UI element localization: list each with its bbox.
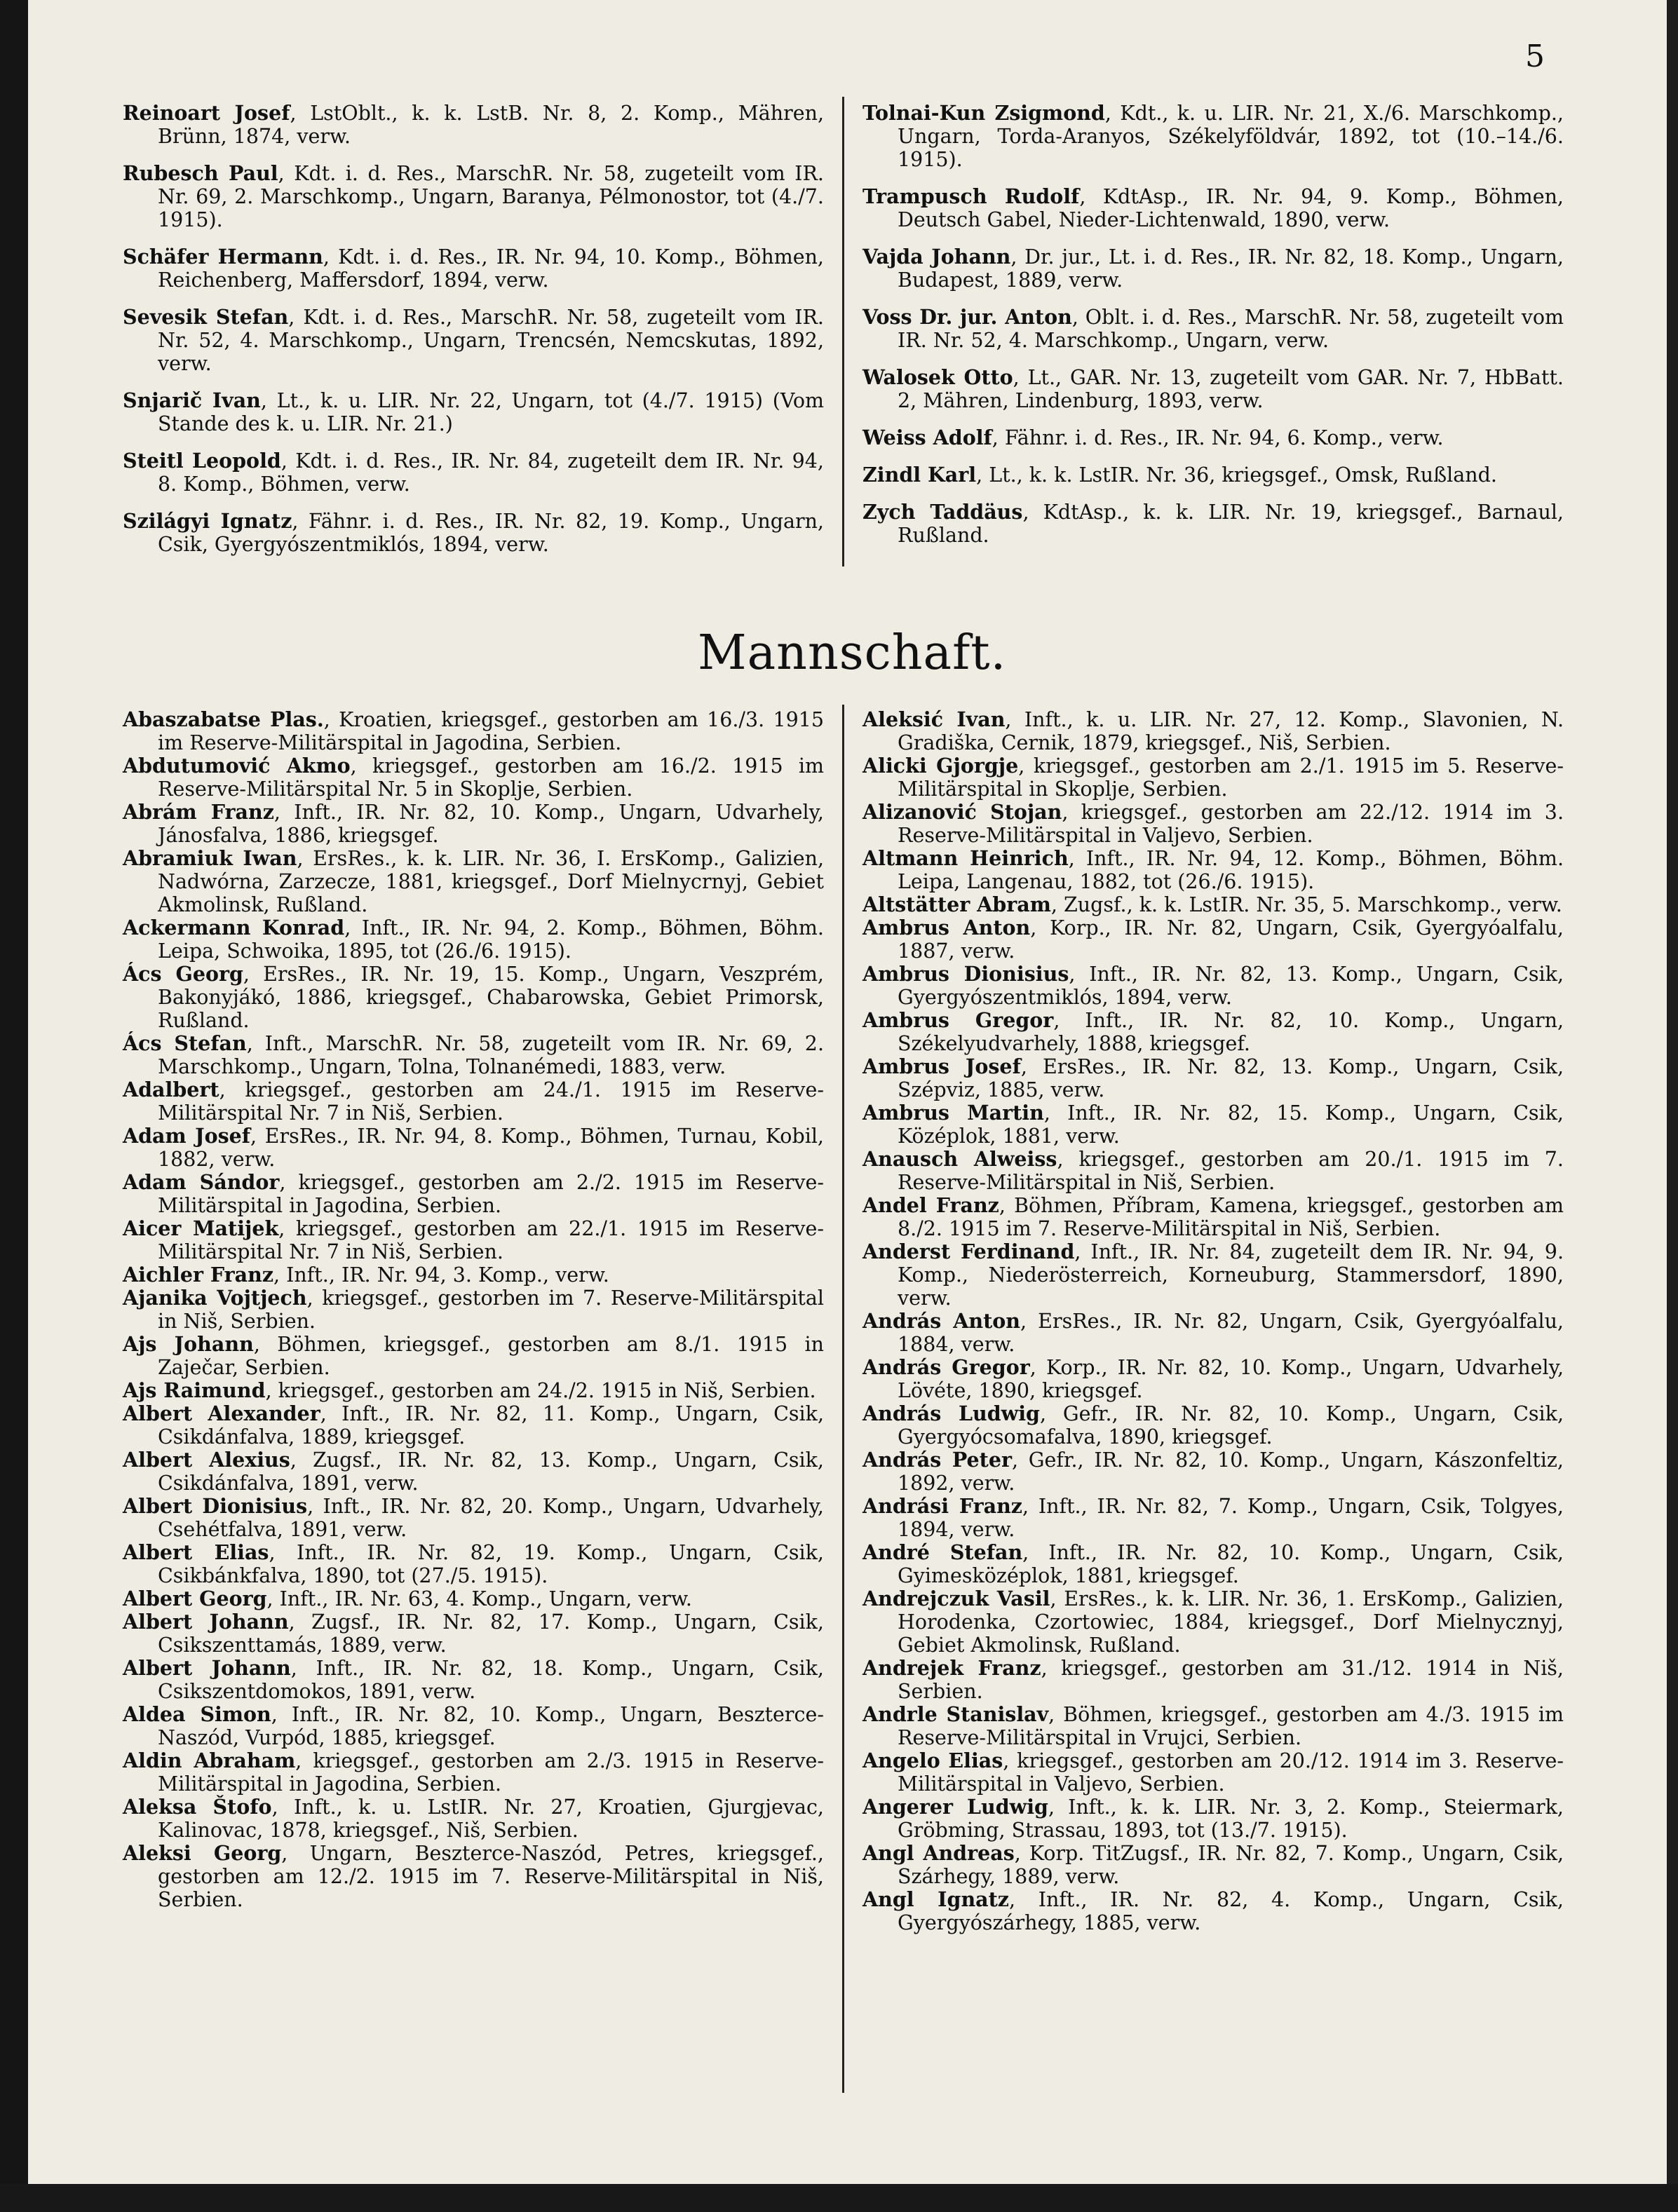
register-entry xyxy=(123,1495,824,1541)
register-entry xyxy=(123,801,824,847)
entry-details: , Inft., k. k. LIR. Nr. 3, 2. Komp., Steiermark, Gröbming, Strassau, 1893, tot (13./7. 1915). xyxy=(898,1796,1564,1842)
entry-details: , KdtAsp., k. k. LIR. Nr. 19, kriegsgef., Barnaul, Rußland. xyxy=(898,501,1564,547)
entry-name: Albert Johann xyxy=(123,1610,289,1634)
entry-name: Anderst Ferdinand xyxy=(862,1240,1075,1263)
register-entry xyxy=(862,708,1564,754)
entry-details: , Lt., k. u. LIR. Nr. 22, Ungarn, tot (4./7. 1915) (Vom Stande des k. u. LIR. Nr. 21.) xyxy=(158,389,824,435)
register-entry xyxy=(123,1541,824,1587)
entry-name: Andrejczuk Vasil xyxy=(862,1587,1050,1610)
entry-name: Andrle Stanislav xyxy=(862,1702,1049,1726)
men-right-column xyxy=(862,708,1564,1934)
officers-left-column xyxy=(123,102,824,556)
entry-name: Adalbert xyxy=(123,1078,219,1101)
register-entry xyxy=(123,245,824,292)
entry-details: , kriegsgef., gestorben am 24./2. 1915 in Niš, Serbien. xyxy=(265,1379,816,1402)
entry-details: , Gefr., IR. Nr. 82, 10. Komp., Ungarn, Csik, Gyergyócsomafalva, 1890, kriegsgef. xyxy=(898,1402,1564,1448)
men-left-column xyxy=(123,708,824,1911)
entry-name: Ambrus Dionisius xyxy=(862,962,1069,986)
entry-name: Ács Stefan xyxy=(123,1031,247,1055)
register-entry xyxy=(123,1171,824,1217)
register-entry xyxy=(123,1587,824,1610)
entry-details: , Inft., IR. Nr. 94, 12. Komp., Böhmen, Böhm. Leipa, Langenau, 1882, tot (26./6. 1915). xyxy=(898,847,1564,893)
entry-name: Vajda Johann xyxy=(862,245,1011,269)
entry-details: , Fähnr. i. d. Res., IR. Nr. 94, 6. Komp., verw. xyxy=(992,426,1444,449)
entry-details: , LstOblt., k. k. LstB. Nr. 8, 2. Komp., Mähren, Brünn, 1874, verw. xyxy=(158,102,825,148)
register-entry xyxy=(862,1009,1564,1055)
entry-details: , Kdt. i. d. Res., IR. Nr. 84, zugeteilt dem IR. Nr. 94, 8. Komp., Böhmen, verw. xyxy=(158,449,824,496)
entry-name: Angl Ignatz xyxy=(862,1887,1009,1911)
entry-name: András Gregor xyxy=(862,1355,1030,1379)
entry-details: , Inft., IR. Nr. 82, 15. Komp., Ungarn, Csik, Középlok, 1881, verw. xyxy=(898,1101,1564,1148)
register-entry xyxy=(862,1495,1564,1541)
entry-name: Ambrus Martin xyxy=(862,1101,1044,1125)
entry-name: Zych Taddäus xyxy=(862,500,1023,524)
entry-name: Ajanika Vojtjech xyxy=(123,1286,307,1310)
entry-details: , ErsRes., k. k. LIR. Nr. 36, 1. ErsKomp., Galizien, Horodenka, Czortowiec, 1884, kriegsgef., Dorf Mielnycznyj, Gebiet Akmolinsk, Rußland. xyxy=(898,1587,1564,1657)
register-entry xyxy=(123,449,824,496)
entry-details: , Inft., IR. Nr. 84, zugeteilt dem IR. Nr. 94, 9. Komp., Niederösterreich, Korneuburg, Stammersdorf, 1890, verw. xyxy=(898,1240,1564,1310)
page-number: 5 xyxy=(1525,39,1545,74)
entry-details: , kriegsgef., gestorben am 22./12. 1914 im 3. Reserve-Militärspital in Valjevo, Serbien. xyxy=(898,801,1564,847)
register-entry xyxy=(123,754,824,801)
scan-border-left xyxy=(0,0,28,2212)
register-entry xyxy=(123,1842,824,1911)
register-entry xyxy=(123,1078,824,1125)
entry-details: , Inft., IR. Nr. 82, 10. Komp., Ungarn, Udvarhely, Jánosfalva, 1886, kriegsgef. xyxy=(158,801,824,847)
entry-name: Ajs Raimund xyxy=(123,1378,266,1402)
entry-name: Voss Dr. jur. Anton xyxy=(862,305,1072,329)
entry-name: Rubesch Paul xyxy=(123,161,278,185)
entry-name: Alizanović Stojan xyxy=(862,800,1062,824)
register-entry xyxy=(123,1749,824,1796)
entry-name: Weiss Adolf xyxy=(862,426,992,449)
entry-details: , Korp. TitZugsf., IR. Nr. 82, 7. Komp., Ungarn, Csik, Szárhegy, 1889, verw. xyxy=(898,1842,1564,1888)
entry-name: Reinoart Josef xyxy=(123,101,290,125)
entry-details: , kriegsgef., gestorben am 22./1. 1915 im Reserve-Militärspital Nr. 7 in Niš, Serbien. xyxy=(158,1217,825,1263)
entry-name: Ács Georg xyxy=(123,962,243,986)
register-entry xyxy=(862,801,1564,847)
register-entry xyxy=(123,1379,824,1402)
entry-name: Adam Josef xyxy=(123,1124,251,1148)
entry-name: Ambrus Anton xyxy=(862,916,1031,939)
register-entry xyxy=(862,1842,1564,1888)
register-entry xyxy=(123,1796,824,1842)
entry-details: , Inft., IR. Nr. 94, 2. Komp., Böhmen, Böhm. Leipa, Schwoika, 1895, tot (26./6. 1915). xyxy=(158,916,824,963)
entry-name: Aichler Franz xyxy=(123,1263,274,1287)
register-entry xyxy=(862,1310,1564,1356)
entry-details: , ErsRes., IR. Nr. 82, 13. Komp., Ungarn, Csik, Szépviz, 1885, verw. xyxy=(898,1055,1564,1101)
entry-name: Andrejek Franz xyxy=(862,1656,1041,1680)
entry-details: , Zugsf., k. k. LstIR. Nr. 35, 5. Marschkomp., verw. xyxy=(1050,893,1562,916)
entry-details: , ErsRes., k. k. LIR. Nr. 36, I. ErsKomp., Galizien, Nadwórna, Zarzecze, 1881, kriegsgef., Dorf Mielnycrnyj, Gebiet Akmolinsk, Rußland. xyxy=(158,847,824,916)
scan-border-right xyxy=(1667,0,1678,2212)
register-entry xyxy=(862,963,1564,1009)
entry-name: Andrási Franz xyxy=(862,1494,1022,1518)
entry-name: Aleksa Štofo xyxy=(123,1795,272,1819)
section-heading: Mannschaft. xyxy=(698,625,1007,681)
register-entry xyxy=(862,1356,1564,1402)
entry-details: , Kroatien, kriegsgef., gestorben am 16./3. 1915 im Reserve-Militärspital in Jagodina, Serbien. xyxy=(158,708,825,754)
register-entry xyxy=(123,1657,824,1703)
entry-details: , Lt., k. k. LstIR. Nr. 36, kriegsgef., Omsk, Rußland. xyxy=(976,463,1497,487)
register-entry xyxy=(862,916,1564,963)
entry-name: Abrám Franz xyxy=(123,800,274,824)
register-entry xyxy=(862,1587,1564,1657)
entry-name: Albert Georg xyxy=(123,1587,267,1610)
entry-details: , Inft., k. u. LstIR. Nr. 27, Kroatien, Gjurgjevac, Kalinovac, 1878, kriegsgef., Niš, Serbien. xyxy=(158,1796,824,1842)
register-entry xyxy=(862,366,1564,412)
register-entry xyxy=(862,185,1564,231)
entry-name: Ackermann Konrad xyxy=(123,916,345,939)
register-entry xyxy=(862,754,1564,801)
entry-details: , Inft., IR. Nr. 82, 19. Komp., Ungarn, Csik, Csikbánkfalva, 1890, tot (27./5. 1915). xyxy=(158,1541,824,1587)
entry-details: , kriegsgef., gestorben am 24./1. 1915 im Reserve-Militärspital Nr. 7 in Niš, Serbien. xyxy=(158,1078,824,1125)
register-entry xyxy=(862,1796,1564,1842)
register-entry xyxy=(862,102,1564,171)
entry-details: , Inft., IR. Nr. 82, 18. Komp., Ungarn, Csik, Csikszentdomokos, 1891, verw. xyxy=(158,1657,824,1703)
register-entry xyxy=(123,102,824,148)
register-entry xyxy=(862,1194,1564,1240)
entry-details: , kriegsgef., gestorben im 7. Reserve-Militärspital in Niš, Serbien. xyxy=(158,1287,824,1333)
entry-details: , Korp., IR. Nr. 82, 10. Komp., Ungarn, Udvarhely, Lövéte, 1890, kriegsgef. xyxy=(898,1356,1564,1402)
register-entry xyxy=(862,893,1564,916)
entry-details: , Inft., IR. Nr. 82, 10. Komp., Ungarn, Székelyudvarhely, 1888, kriegsgef. xyxy=(898,1009,1564,1055)
column-divider-top xyxy=(842,97,844,566)
register-entry xyxy=(123,510,824,556)
entry-name: André Stefan xyxy=(862,1540,1023,1564)
entry-details: , kriegsgef., gestorben am 2./3. 1915 in Reserve-Militärspital in Jagodina, Serbien. xyxy=(158,1749,824,1796)
column-divider-bottom xyxy=(842,705,844,2093)
register-entry xyxy=(123,1448,824,1495)
entry-name: Aleksić Ivan xyxy=(862,707,1006,731)
entry-name: Angl Andreas xyxy=(862,1841,1015,1865)
register-entry xyxy=(862,847,1564,893)
entry-name: Tolnai-Kun Zsigmond xyxy=(862,101,1105,125)
register-entry xyxy=(862,1541,1564,1587)
entry-name: Aicer Matijek xyxy=(123,1216,279,1240)
entry-name: Ajs Johann xyxy=(123,1332,254,1356)
register-entry xyxy=(123,1610,824,1657)
register-entry xyxy=(862,1703,1564,1749)
entry-name: Anausch Alweiss xyxy=(862,1147,1057,1171)
entry-name: Szilágyi Ignatz xyxy=(123,509,292,533)
entry-name: Albert Alexius xyxy=(123,1448,290,1472)
entry-details: , Kdt. i. d. Res., MarschR. Nr. 58, zugeteilt vom IR. Nr. 52, 4. Marschkomp., Ungarn, Trencsén, Nemcskutas, 1892, verw. xyxy=(158,306,824,375)
entry-details: , kriegsgef., gestorben am 31./12. 1914 in Niš, Serbien. xyxy=(898,1657,1564,1703)
entry-name: András Peter xyxy=(862,1448,1012,1472)
entry-name: Zindl Karl xyxy=(862,463,977,487)
entry-details: , Inft., IR. Nr. 94, 3. Komp., verw. xyxy=(273,1263,609,1287)
entry-name: Sevesik Stefan xyxy=(123,305,289,329)
entry-details: , Dr. jur., Lt. i. d. Res., IR. Nr. 82, 18. Komp., Ungarn, Budapest, 1889, verw. xyxy=(898,245,1564,292)
entry-name: Schäfer Hermann xyxy=(123,245,323,269)
entry-details: , Inft., MarschR. Nr. 58, zugeteilt vom IR. Nr. 69, 2. Marschkomp., Ungarn, Tolna, Tolnanémedi, 1883, verw. xyxy=(158,1032,824,1078)
scan-border-bottom xyxy=(0,2184,1678,2212)
entry-details: , Böhmen, Příbram, Kamena, kriegsgef., gestorben am 8./2. 1915 im 7. Reserve-Militärspital in Niš, Serbien. xyxy=(898,1194,1564,1240)
register-entry xyxy=(123,1703,824,1749)
entry-details: , Inft., IR. Nr. 63, 4. Komp., Ungarn, verw. xyxy=(266,1587,692,1610)
entry-details: , Zugsf., IR. Nr. 82, 17. Komp., Ungarn, Csik, Csikszenttamás, 1889, verw. xyxy=(158,1610,824,1657)
entry-name: Aleksi Georg xyxy=(123,1841,282,1865)
register-entry xyxy=(862,306,1564,352)
entry-name: Abaszabatse Plas. xyxy=(123,707,324,731)
entry-details: , Inft., IR. Nr. 82, 11. Komp., Ungarn, Csik, Csikdánfalva, 1889, kriegsgef. xyxy=(158,1402,824,1448)
entry-details: , kriegsgef., gestorben am 2./1. 1915 im 5. Reserve-Militärspital in Skoplje, Serbien. xyxy=(898,754,1564,801)
entry-details: , Oblt. i. d. Res., MarschR. Nr. 58, zugeteilt vom IR. Nr. 52, 4. Marschkomp., Ungarn, verw. xyxy=(898,306,1564,352)
entry-details: , kriegsgef., gestorben am 2./2. 1915 im Reserve-Militärspital in Jagodina, Serbien. xyxy=(158,1171,824,1217)
register-entry xyxy=(123,1125,824,1171)
register-entry xyxy=(123,162,824,231)
entry-name: Albert Elias xyxy=(123,1540,269,1564)
entry-name: Abdutumović Akmo xyxy=(123,754,351,778)
register-entry xyxy=(123,1287,824,1333)
entry-name: Altstätter Abram xyxy=(862,893,1051,916)
officers-right-column xyxy=(862,102,1564,547)
register-entry xyxy=(123,847,824,916)
register-entry xyxy=(862,1749,1564,1796)
register-entry xyxy=(862,501,1564,547)
entry-name: Adam Sándor xyxy=(123,1170,280,1194)
entry-details: , kriegsgef., gestorben am 20./12. 1914 im 3. Reserve-Militärspital in Valjevo, Serbien. xyxy=(898,1749,1564,1796)
register-entry xyxy=(123,1032,824,1078)
entry-details: , Böhmen, kriegsgef., gestorben am 8./1. 1915 in Zaječar, Serbien. xyxy=(158,1333,825,1379)
register-entry xyxy=(123,708,824,754)
entry-name: Alicki Gjorgje xyxy=(862,754,1019,778)
entry-details: , ErsRes., IR. Nr. 82, Ungarn, Csik, Gyergyóalfalu, 1884, verw. xyxy=(898,1310,1564,1356)
register-entry xyxy=(862,1240,1564,1310)
entry-name: Trampusch Rudolf xyxy=(862,184,1080,208)
entry-details: , Kdt., k. u. LIR. Nr. 21, X./6. Marschkomp., Ungarn, Torda-Aranyos, Székelyföldvár, 1892, tot (10.–14./6. 1915). xyxy=(898,102,1564,171)
entry-details: , Inft., IR. Nr. 82, 7. Komp., Ungarn, Csik, Tolgyes, 1894, verw. xyxy=(898,1495,1564,1541)
entry-details: , ErsRes., IR. Nr. 94, 8. Komp., Böhmen, Turnau, Kobil, 1882, verw. xyxy=(158,1125,824,1171)
entry-details: , KdtAsp., IR. Nr. 94, 9. Komp., Böhmen, Deutsch Gabel, Nieder-Lichtenwald, 1890, verw. xyxy=(898,185,1564,231)
entry-name: Angerer Ludwig xyxy=(862,1795,1048,1819)
register-entry xyxy=(862,1448,1564,1495)
register-entry xyxy=(862,1055,1564,1101)
register-entry xyxy=(862,1148,1564,1194)
entry-details: , Fähnr. i. d. Res., IR. Nr. 82, 19. Komp., Ungarn, Csik, Gyergyószentmiklós, 1894, verw. xyxy=(158,510,824,556)
entry-details: , Böhmen, kriegsgef., gestorben am 4./3. 1915 im Reserve-Militärspital in Vrujci, Serbien. xyxy=(898,1703,1564,1749)
entry-name: Albert Dionisius xyxy=(123,1494,308,1518)
entry-details: , Inft., IR. Nr. 82, 13. Komp., Ungarn, Csik, Gyergyószentmiklós, 1894, verw. xyxy=(898,963,1564,1009)
register-entry xyxy=(862,1101,1564,1148)
entry-name: Walosek Otto xyxy=(862,365,1013,389)
entry-details: , ErsRes., IR. Nr. 19, 15. Komp., Ungarn, Veszprém, Bakonyjákó, 1886, kriegsgef., Chabarowska, Gebiet Primorsk, Rußland. xyxy=(158,963,824,1032)
entry-details: , Inft., IR. Nr. 82, 10. Komp., Ungarn, Beszterce-Naszód, Vurpód, 1885, kriegsgef. xyxy=(158,1703,824,1749)
entry-details: , Inft., IR. Nr. 82, 10. Komp., Ungarn, Csik, Gyimesközéplok, 1881, kriegsgef. xyxy=(898,1541,1564,1587)
register-entry xyxy=(123,963,824,1032)
entry-details: , Kdt. i. d. Res., MarschR. Nr. 58, zugeteilt vom IR. Nr. 69, 2. Marschkomp., Ungarn, Baranya, Pélmonostor, tot (4./7. 1915). xyxy=(158,162,824,231)
entry-details: , Inft., IR. Nr. 82, 4. Komp., Ungarn, Csik, Gyergyószárhegy, 1885, verw. xyxy=(898,1888,1564,1934)
entry-name: Andel Franz xyxy=(862,1193,999,1217)
register-entry xyxy=(123,1217,824,1263)
entry-details: , Zugsf., IR. Nr. 82, 13. Komp., Ungarn, Csik, Csikdánfalva, 1891, verw. xyxy=(158,1448,824,1495)
entry-name: Ambrus Gregor xyxy=(862,1008,1054,1032)
entry-name: Snjarič Ivan xyxy=(123,388,261,412)
entry-details: , Gefr., IR. Nr. 82, 10. Komp., Ungarn, Kászonfeltiz, 1892, verw. xyxy=(898,1448,1564,1495)
entry-details: , Inft., k. u. LIR. Nr. 27, 12. Komp., Slavonien, N. Gradiška, Cernik, 1879, kriegsgef., Niš, Serbien. xyxy=(898,708,1564,754)
entry-name: Altmann Heinrich xyxy=(862,846,1069,870)
register-entry xyxy=(123,1263,824,1287)
entry-details: , Korp., IR. Nr. 82, Ungarn, Csik, Gyergyóalfalu, 1887, verw. xyxy=(898,916,1564,963)
register-entry xyxy=(123,1333,824,1379)
entry-name: Angelo Elias xyxy=(862,1749,1003,1772)
entry-details: , kriegsgef., gestorben am 20./1. 1915 im 7. Reserve-Militärspital in Niš, Serbien. xyxy=(898,1148,1564,1194)
entry-name: Abramiuk Iwan xyxy=(123,846,297,870)
entry-name: Albert Johann xyxy=(123,1656,291,1680)
entry-details: , Lt., GAR. Nr. 13, zugeteilt vom GAR. Nr. 7, HbBatt. 2, Mähren, Lindenburg, 1893, verw. xyxy=(898,366,1564,412)
entry-name: Aldea Simon xyxy=(123,1702,271,1726)
register-entry xyxy=(123,389,824,435)
entry-details: , kriegsgef., gestorben am 16./2. 1915 im Reserve-Militärspital Nr. 5 in Skoplje, Serbien. xyxy=(158,754,824,801)
entry-name: Albert Alexander xyxy=(123,1402,320,1425)
register-entry xyxy=(123,306,824,375)
register-entry xyxy=(123,916,824,963)
entry-name: András Ludwig xyxy=(862,1402,1040,1425)
register-entry xyxy=(862,1888,1564,1934)
entry-details: , Kdt. i. d. Res., IR. Nr. 94, 10. Komp., Böhmen, Reichenberg, Maffersdorf, 1894, verw. xyxy=(158,245,824,292)
register-entry xyxy=(123,1402,824,1448)
register-entry xyxy=(862,1657,1564,1703)
entry-details: , Ungarn, Beszterce-Naszód, Petres, kriegsgef., gestorben am 12./2. 1915 im 7. Reserve-Militärspital in Niš, Serbien. xyxy=(158,1842,824,1911)
entry-name: Ambrus Josef xyxy=(862,1054,1021,1078)
entry-name: Steitl Leopold xyxy=(123,449,281,473)
register-entry xyxy=(862,426,1564,449)
entry-name: András Anton xyxy=(862,1309,1020,1333)
register-entry xyxy=(862,245,1564,292)
register-entry xyxy=(862,1402,1564,1448)
entry-details: , Inft., IR. Nr. 82, 20. Komp., Ungarn, Udvarhely, Csehétfalva, 1891, verw. xyxy=(158,1495,824,1541)
register-entry xyxy=(862,463,1564,487)
entry-name: Aldin Abraham xyxy=(123,1749,296,1772)
